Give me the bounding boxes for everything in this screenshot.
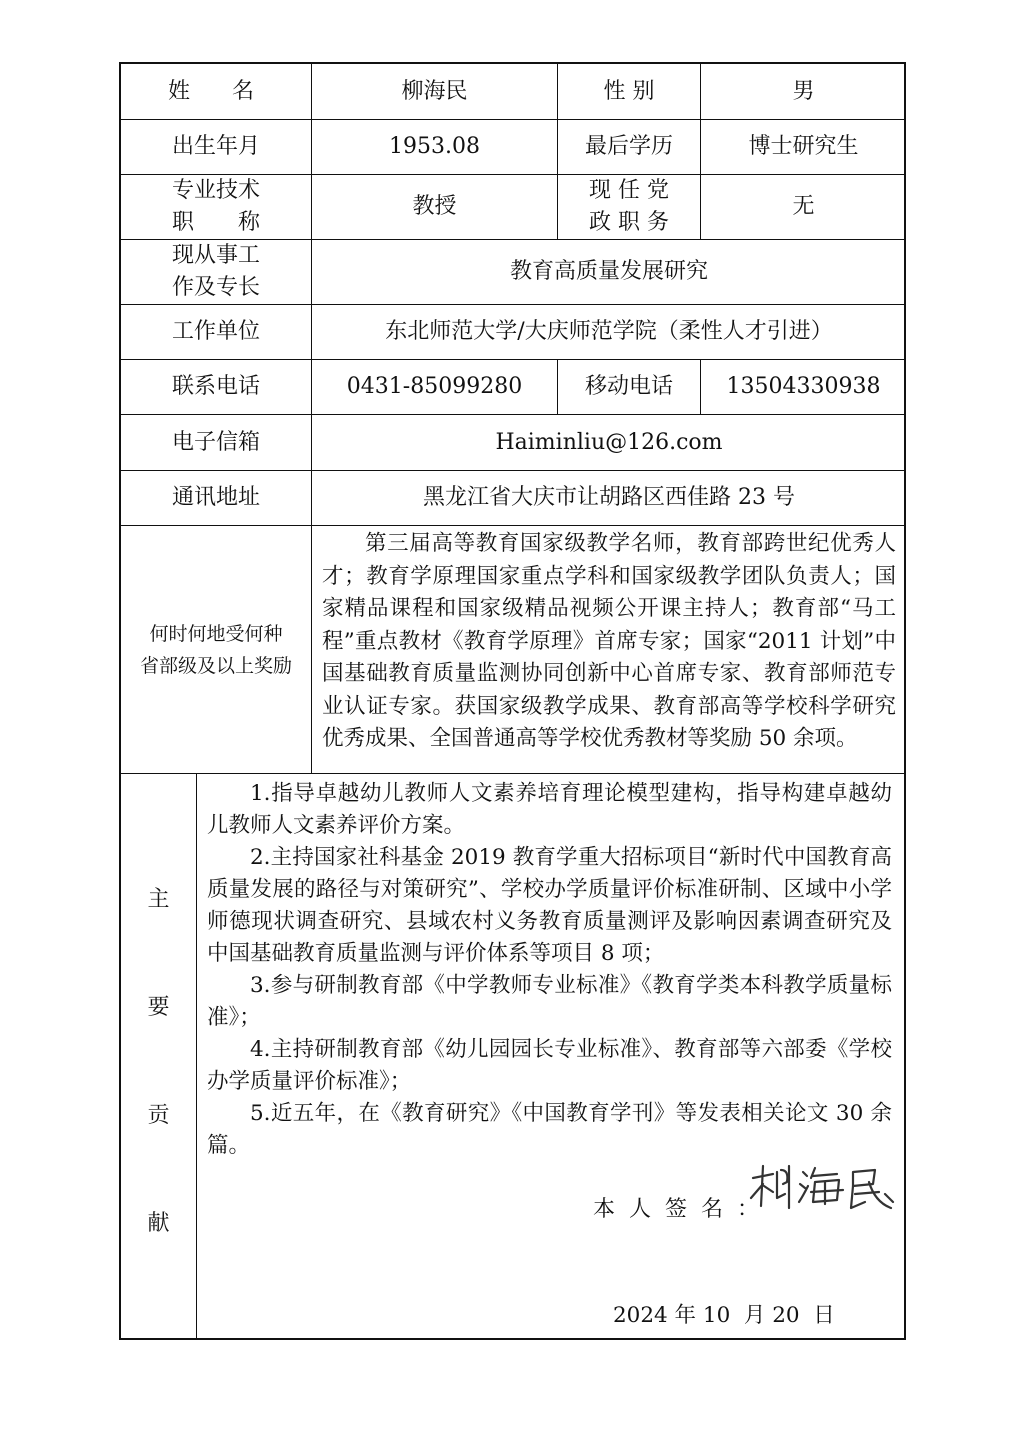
birth-value: 1953.08 (311, 120, 557, 174)
contribution-item: 3.参与研制教育部《中学教师专业标准》《教育学类本科教学质量标准》； (207, 973, 892, 1030)
professional-title-label-line2: 职 称 (171, 210, 260, 235)
awards-value-cell (311, 526, 906, 773)
contributions-label (121, 774, 197, 1338)
contribution-item: 1.指导卓越幼儿教师人文素养培育理论模型建构，指导构建卓越幼儿教师人文素养评价方案。 (207, 781, 892, 838)
education-label: 最后学历 (557, 120, 700, 174)
party-position-label (557, 175, 700, 239)
education-value: 博士研究生 (700, 120, 906, 174)
party-position-value: 无 (700, 175, 906, 239)
phone-value: 0431-85099280 (311, 360, 557, 414)
contributions-label-char-2: 要 (147, 995, 170, 1020)
phone-label: 联系电话 (171, 374, 260, 399)
signature-label: 本人签名： (593, 1197, 774, 1222)
contribution-item: 4.主持研制教育部《幼儿园园长专业标准》、教育部等六部委《学校办学质量评价标准》； (207, 1037, 892, 1094)
row-unit (121, 305, 904, 360)
handwritten-signature (745, 1158, 895, 1218)
signature-date: 2024 年 10 月 20 日 (613, 1303, 835, 1328)
address-label: 通讯地址 (171, 485, 260, 510)
row-address (121, 471, 904, 526)
row-awards (121, 526, 904, 774)
awards-value: 第三届高等教育国家级教学名师，教育部跨世纪优秀人才；教育学原理国家重点学科和国家级教学团队负责人；国家精品课程和国家级精品视频公开课主持人；教育部“马工程”重点教材《教育学原理》首席专家；国家“2011 计划”中国基础教育质量监测协同创新中心首席专家、教育部师范专业认证专家。获国家级教学成果、教育部高等学校科学研究优秀成果、全国普通高等学校优秀教材等奖励 50 余项。 (322, 531, 896, 751)
work-unit-value: 东北师范大学/大庆师范学院（柔性人才引进） (311, 305, 906, 359)
row-email (121, 415, 904, 471)
professional-title-value: 教授 (311, 175, 557, 239)
party-position-label-line2: 政 职 务 (589, 210, 669, 235)
work-specialty-label (121, 240, 311, 304)
name-label: 姓 名 (167, 78, 264, 104)
awards-label (121, 526, 311, 773)
contributions-label-char-4: 献 (147, 1211, 170, 1236)
gender-value: 男 (700, 64, 906, 119)
work-specialty-value: 教育高质量发展研究 (311, 240, 906, 304)
contributions-list (207, 778, 892, 1162)
row-title (121, 175, 904, 240)
work-unit-label: 工作单位 (171, 319, 260, 344)
email-label: 电子信箱 (171, 429, 260, 455)
professional-title-label-line1: 专业技术 (171, 178, 260, 203)
contributions-label-char-1: 主 (147, 887, 170, 912)
birth-label: 出生年月 (171, 134, 260, 159)
application-form-table (119, 62, 906, 1340)
address-value: 黑龙江省大庆市让胡路区西佳路 23 号 (311, 471, 906, 525)
name-value: 柳海民 (311, 64, 557, 119)
professional-title-label (121, 175, 311, 239)
mobile-label: 移动电话 (557, 360, 700, 414)
contribution-item: 5.近五年，在《教育研究》《中国教育学刊》等发表相关论文 30 余篇。 (207, 1101, 892, 1158)
awards-label-line2: 省部级及以上奖励 (139, 654, 292, 677)
work-specialty-label-line1: 现从事工 (171, 243, 260, 268)
awards-label-line1: 何时何地受何种 (149, 622, 283, 645)
row-work (121, 240, 904, 305)
email-value: Haiminliu@126.com (311, 415, 906, 470)
work-specialty-label-line2: 作及专长 (171, 275, 260, 300)
gender-label: 性 别 (557, 64, 700, 119)
row-name (121, 64, 904, 120)
contribution-item: 2.主持国家社科基金 2019 教育学重大招标项目“新时代中国教育高质量发展的路径与对策研究”、学校办学质量评价标准研制、区域中小学师德现状调查研究、县域农村义务教育质量测评及影响因素调查研究及中国基础教育质量监测与评价体系等项目 8 项； (207, 845, 892, 966)
party-position-label-line1: 现 任 党 (589, 178, 669, 203)
mobile-value: 13504330938 (700, 360, 906, 414)
row-phone (121, 360, 904, 415)
row-birth (121, 120, 904, 175)
contributions-label-char-3: 贡 (147, 1103, 170, 1128)
contributions-content (197, 774, 904, 1338)
